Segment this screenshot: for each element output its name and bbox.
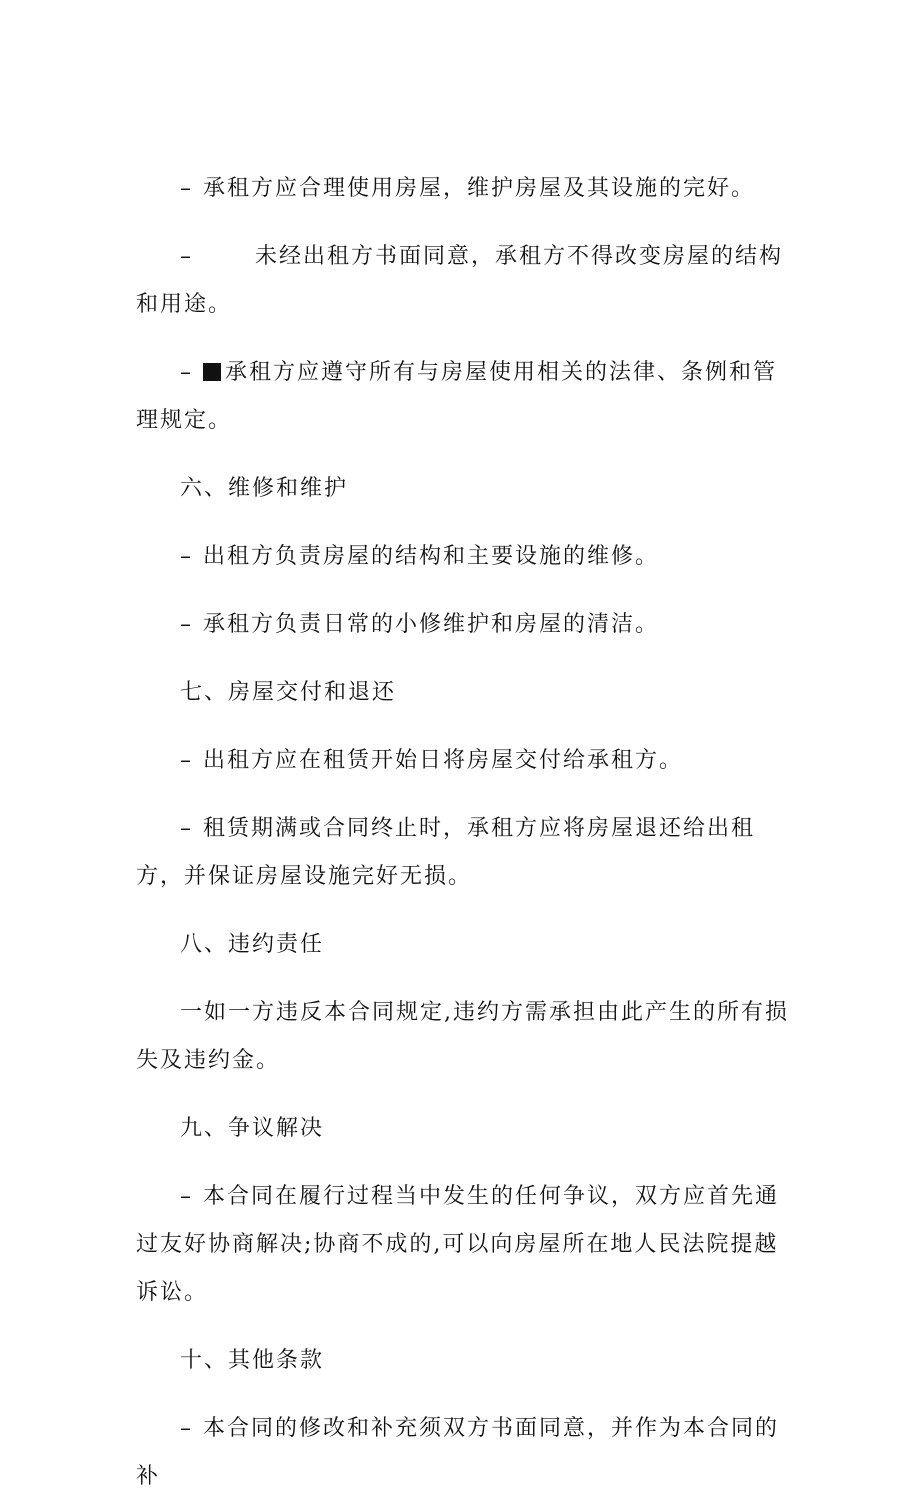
dash: – [180,244,193,269]
dash: – [180,360,193,385]
dash: – [180,612,193,637]
clause-text: 承租方应合理使用房屋，维护房屋及其设施的完好。 [203,176,756,201]
section-heading-8: 八、违约责任 [180,932,325,957]
dash: – [180,1184,193,1209]
section-heading-7: 七、房屋交付和退还 [180,680,397,705]
clause-text: 租赁期满或合同终止时，承租方应将房屋退还给出租方，并保证房屋设施完好无损。 [136,816,756,889]
dash: – [180,544,193,569]
clause-breach [136,989,800,1085]
clause-text: 出租方应在租赁开始日将房屋交付给承租方。 [203,748,684,773]
dash: – [180,748,193,773]
clause-amendment [136,1405,800,1501]
clause-text: 未经出租方书面同意，承租方不得改变房屋的结构和用途。 [136,244,784,317]
clause-delivery [136,737,800,785]
dash: – [180,1416,193,1441]
clause-text: 承租方应遵守所有与房屋使用相关的法律、条例和管理规定。 [136,360,778,433]
clause-text: 本合同在履行过程当中发生的任何争议，双方应首先通过友好协商解决;协商不成的,可以向房屋所在地人民法院提越诉讼。 [136,1184,780,1305]
clause-tenant-maintenance [136,601,800,649]
clause-text: 出租方负责房屋的结构和主要设施的维修。 [203,544,660,569]
clause-no-alteration [136,233,800,329]
section-heading-6: 六、维修和维护 [180,476,349,501]
section-heading-10: 十、其他条款 [180,1348,325,1373]
clause-dispute [136,1173,800,1317]
dash: – [180,816,193,841]
clause-return [136,805,800,901]
black-square-icon [203,363,221,381]
section-heading-9: 九、争议解决 [180,1116,325,1141]
clause-text: 一如一方违反本合同规定,违约方需承担由此产生的所有损失及违约金。 [136,1000,789,1073]
clause-text: 承租方负责日常的小修维护和房屋的清洁。 [203,612,660,637]
clause-text: 本合同的修改和补充须双方书面同意，并作为本合同的补 [136,1416,780,1489]
clause-compliance [136,349,800,445]
clause-landlord-repair [136,533,800,581]
dash: – [180,176,193,201]
clause-proper-use [136,165,800,213]
